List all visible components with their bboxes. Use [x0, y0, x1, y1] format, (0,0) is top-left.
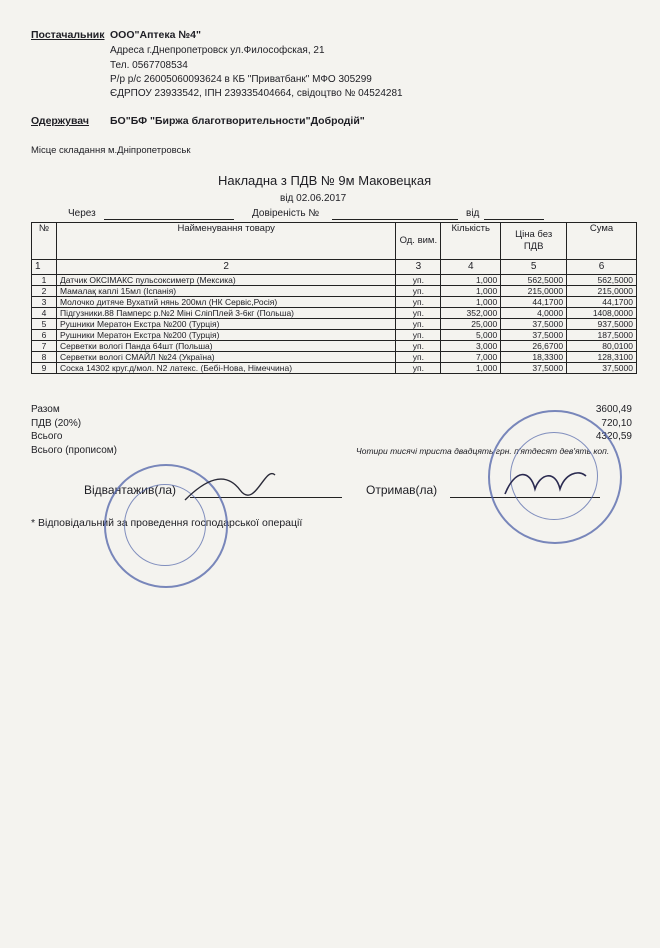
row-number: 3	[32, 297, 57, 308]
sum: 128,3100	[567, 352, 637, 363]
table-row	[32, 308, 637, 319]
unit: уп.	[396, 363, 441, 374]
supplier-address: Адреса г.Днепропетровск ул.Философская, 21	[110, 45, 325, 56]
supplier-phone: Тел. 0567708534	[110, 60, 188, 71]
place-of-issue: Місце складання м.Дніпропетровськ	[31, 145, 191, 156]
product-name: Молочко дитяче Вухатий нянь 200мл (НК Сервіс,Росія)	[56, 297, 395, 308]
header-number: №	[32, 223, 57, 260]
vat-value: 720,10	[601, 418, 632, 429]
recipient-name: БО"БФ "Биржа благотворительности"Добродій"	[110, 115, 365, 127]
table-header-row	[32, 223, 637, 260]
row-number: 7	[32, 341, 57, 352]
product-name: Підгузники.88 Памперс р.№2 Міні СліпПлей 3-6кг (Польша)	[56, 308, 395, 319]
price: 44,1700	[501, 297, 567, 308]
row-number: 8	[32, 352, 57, 363]
product-name: Соска 14302 круг.д/мол. N2 латекс. (Бебі-Нова, Німеччина)	[56, 363, 395, 374]
table-row	[32, 319, 637, 330]
sum: 187,5000	[567, 330, 637, 341]
total-in-words-label: Всього (прописом)	[31, 445, 117, 456]
shipped-by-label: Відвантажив(ла)	[84, 483, 177, 497]
column-number: 3	[396, 260, 441, 275]
document-date: від 02.06.2017	[280, 193, 347, 204]
row-number: 4	[32, 308, 57, 319]
total-value: 4320,59	[595, 431, 632, 442]
quantity: 352,000	[441, 308, 501, 319]
subtotal-value: 3600,49	[595, 404, 632, 415]
unit: уп.	[396, 275, 441, 286]
product-name: Серветки вологі СМАЙЛ №24 (Україна)	[56, 352, 395, 363]
price: 26,6700	[501, 341, 567, 352]
column-number: 2	[56, 260, 395, 275]
unit: уп.	[396, 308, 441, 319]
sum: 44,1700	[567, 297, 637, 308]
product-name: Серветки вологі Панда 64шт (Польша)	[56, 341, 395, 352]
table-row	[32, 286, 637, 297]
table-row	[32, 330, 637, 341]
row-number: 5	[32, 319, 57, 330]
sum: 80,0100	[567, 341, 637, 352]
unit: уп.	[396, 341, 441, 352]
product-name: Рушники Мератон Екстра №200 (Турція)	[56, 319, 395, 330]
quantity: 3,000	[441, 341, 501, 352]
recipient-label: Одержувач	[31, 115, 89, 127]
through-label: Через	[68, 208, 96, 219]
price: 37,5000	[501, 363, 567, 374]
column-number: 6	[567, 260, 637, 275]
price: 37,5000	[501, 330, 567, 341]
total-in-words-value: Чотири тисячі триста двадцять грн. п'ятдесят дев'ять коп.	[356, 446, 610, 456]
table-row	[32, 363, 637, 374]
header-product-name: Найменування товару	[56, 223, 395, 260]
quantity: 25,000	[441, 319, 501, 330]
sum: 215,0000	[567, 286, 637, 297]
shipper-signature	[180, 460, 280, 510]
product-name: Датчик ОКСІМАКС пульсоксиметр (Мексика)	[56, 275, 395, 286]
row-number: 6	[32, 330, 57, 341]
quantity: 1,000	[441, 275, 501, 286]
table-row	[32, 341, 637, 352]
invoice-table	[31, 222, 637, 374]
price: 37,5000	[501, 319, 567, 330]
unit: уп.	[396, 297, 441, 308]
header-sum: Сума	[567, 223, 637, 260]
sum: 1408,0000	[567, 308, 637, 319]
header-price: Ціна без ПДВ	[501, 223, 567, 260]
responsible-footnote: * Відповідальний за проведення господарської операції	[31, 517, 303, 529]
price: 4,0000	[501, 308, 567, 319]
unit: уп.	[396, 286, 441, 297]
price: 18,3300	[501, 352, 567, 363]
table-row	[32, 275, 637, 286]
column-number: 1	[32, 260, 57, 275]
row-number: 1	[32, 275, 57, 286]
document-title: Накладна з ПДВ № 9м Маковецкая	[218, 173, 432, 188]
column-number-row	[32, 260, 637, 275]
header-quantity: Кількість	[441, 223, 501, 260]
product-name: Рушники Мератон Екстра №200 (Турція)	[56, 330, 395, 341]
vat-label: ПДВ (20%)	[31, 418, 82, 429]
unit: уп.	[396, 352, 441, 363]
sum: 937,5000	[567, 319, 637, 330]
supplier-codes: ЄДРПОУ 23933542, ІПН 239335404664, свідоцтво № 04524281	[110, 88, 403, 99]
from-line	[484, 218, 544, 220]
subtotal-label: Разом	[31, 404, 60, 415]
sum: 37,5000	[567, 363, 637, 374]
receiver-signature	[500, 464, 590, 504]
header-unit: Од. вим.	[396, 223, 441, 260]
price: 562,5000	[501, 275, 567, 286]
sum: 562,5000	[567, 275, 637, 286]
unit: уп.	[396, 330, 441, 341]
column-number: 5	[501, 260, 567, 275]
supplier-account: Р/р р/с 26005060093624 в КБ "Приватбанк" МФО 305299	[110, 74, 372, 85]
supplier-name: ООО"Аптека №4"	[110, 29, 201, 41]
row-number: 2	[32, 286, 57, 297]
price: 215,0000	[501, 286, 567, 297]
through-line	[104, 218, 234, 220]
table-row	[32, 297, 637, 308]
unit: уп.	[396, 319, 441, 330]
supplier-label: Постачальник	[31, 29, 105, 41]
quantity: 1,000	[441, 363, 501, 374]
total-label: Всього	[31, 431, 63, 442]
quantity: 7,000	[441, 352, 501, 363]
product-name: Мамалақ каплі 15мл (Іспанія)	[56, 286, 395, 297]
power-line	[332, 218, 458, 220]
quantity: 5,000	[441, 330, 501, 341]
power-of-attorney-label: Довіреність №	[252, 208, 320, 219]
received-by-label: Отримав(ла)	[366, 483, 438, 497]
column-number: 4	[441, 260, 501, 275]
quantity: 1,000	[441, 286, 501, 297]
table-row	[32, 352, 637, 363]
row-number: 9	[32, 363, 57, 374]
quantity: 1,000	[441, 297, 501, 308]
from-label: від	[466, 208, 480, 219]
